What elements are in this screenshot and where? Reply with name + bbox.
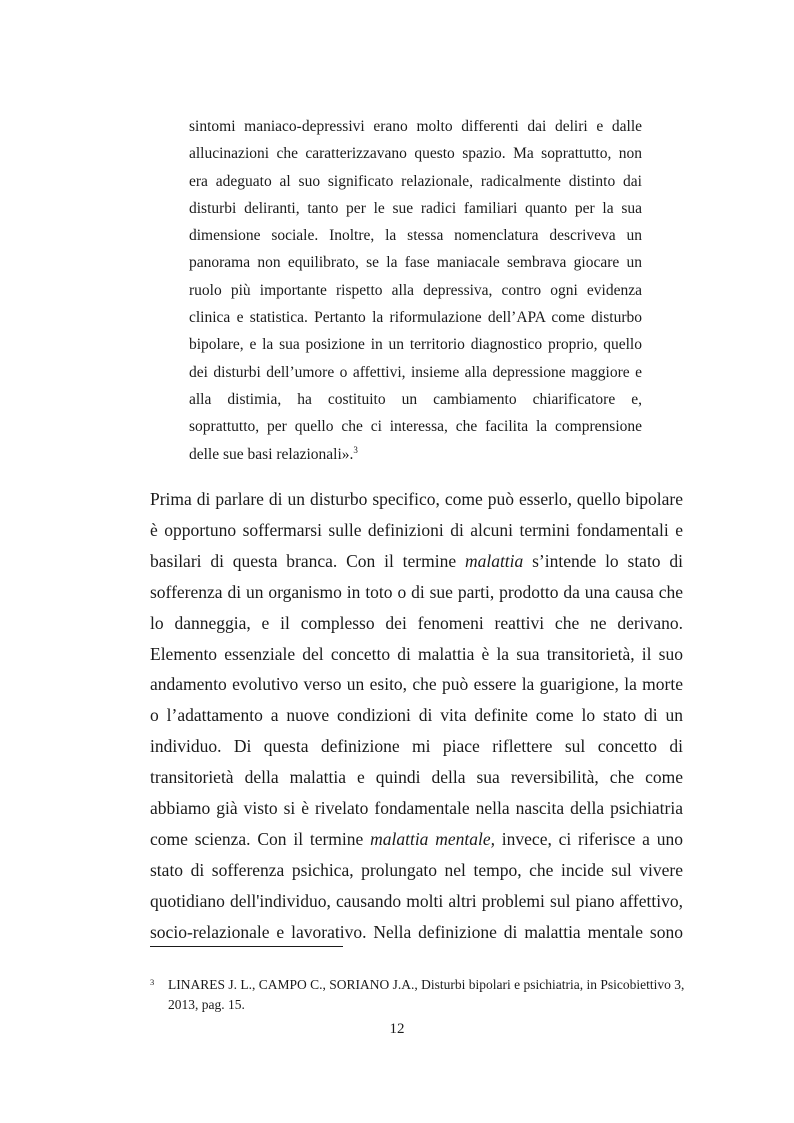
term-malattia-mentale: malattia mentale,: [370, 828, 495, 849]
body-paragraph: [150, 484, 683, 948]
body-line: [150, 824, 683, 855]
quote-line: dimensione sociale. Inoltre, la stessa nomenclatura descriveva un: [189, 227, 642, 245]
body-text-run: come scienza. Con il termine: [150, 828, 371, 849]
footnote-body: [168, 975, 683, 1014]
body-line: quotidiano dell'individuo, causando molti altri problemi sul piano affettivo,: [150, 890, 683, 911]
quote-line: allucinazioni che caratterizzavano questo spazio. Ma soprattutto, non: [189, 145, 642, 163]
quote-line: bipolare, e la sua posizione in un territorio diagnostico proprio, quello: [189, 336, 642, 354]
body-line: è opportuno soffermarsi sulle definizioni di alcuni termini fondamentali e: [150, 519, 683, 540]
body-line: o l’adattamento a nuove condizioni di vita definite come lo stato di un: [150, 705, 683, 726]
footnote-line: LINARES J. L., CAMPO C., SORIANO J.A., Disturbi bipolari e psichiatria, in Psicobiettivo 3,: [168, 977, 685, 992]
footnote-reference[interactable]: 3: [353, 444, 358, 455]
body-line: abbiamo già visto si è rivelato fondamentale nella nascita della psichiatria: [150, 798, 683, 819]
body-text-run: basilari di questa branca. Con il termine: [150, 550, 465, 571]
body-line: lo danneggia, e il complesso dei fenomeni reattivi che ne derivano.: [150, 612, 683, 633]
quote-line: era adeguato al suo significato relazionale, radicalmente distinto dai: [189, 172, 642, 190]
footnote-separator: [150, 946, 343, 947]
footnote: [150, 975, 683, 1014]
body-line: transitorietà della malattia e quindi della sua reversibilità, che come: [150, 767, 683, 788]
quote-line-text: delle sue basi relazionali».: [189, 445, 354, 463]
quote-line: ruolo più importante rispetto alla depressiva, contro ogni evidenza: [189, 281, 642, 299]
term-malattia: malattia: [464, 550, 524, 571]
quote-last-line: [189, 441, 642, 468]
body-line: Prima di parlare di un disturbo specifico, come può esserlo, quello bipolare: [150, 489, 683, 509]
block-quote: [189, 113, 642, 468]
body-line: [150, 546, 683, 577]
body-line: Elemento essenziale del concetto di malattia è la sua transitorietà, il suo: [150, 643, 683, 664]
body-text-run: invece, ci riferisce a uno: [495, 828, 683, 849]
body-line: andamento evolutivo verso un esito, che può essere la guarigione, la morte: [150, 674, 683, 695]
quote-line: dei disturbi dell’umore o affettivi, insieme alla depressione maggiore e: [189, 363, 642, 381]
body-line: socio-relazionale e lavorativo. Nella definizione di malattia mentale sono: [150, 921, 683, 942]
footnote-line: 2013, pag. 15.: [168, 996, 245, 1012]
quote-line: alla distimia, ha costituito un cambiamento chiarificatore e,: [189, 390, 642, 408]
footnote-number: 3: [150, 977, 155, 987]
body-line: stato di sofferenza psichica, prolungato nel tempo, che incide sul vivere: [150, 859, 683, 880]
body-line: individuo. Di questa definizione mi piace riflettere sul concetto di: [150, 736, 683, 757]
quote-line: panorama non equilibrato, se la fase maniacale sembrava giocare un: [189, 254, 642, 272]
quote-line: soprattutto, per quello che ci interessa, che facilita la comprensione: [189, 418, 642, 436]
body-line: sofferenza di un organismo in toto o di sue parti, prodotto da una causa che: [150, 581, 683, 602]
page-number: 12: [389, 1021, 405, 1037]
quote-line: sintomi maniaco-depressivi erano molto differenti dai deliri e dalle: [189, 118, 642, 135]
quote-line: disturbi deliranti, tanto per le sue radici familiari quanto per la sua: [189, 199, 642, 217]
body-text-run: s’intende lo stato di: [523, 550, 683, 571]
quote-line: clinica e statistica. Pertanto la riformulazione dell’APA come disturbo: [189, 309, 642, 327]
